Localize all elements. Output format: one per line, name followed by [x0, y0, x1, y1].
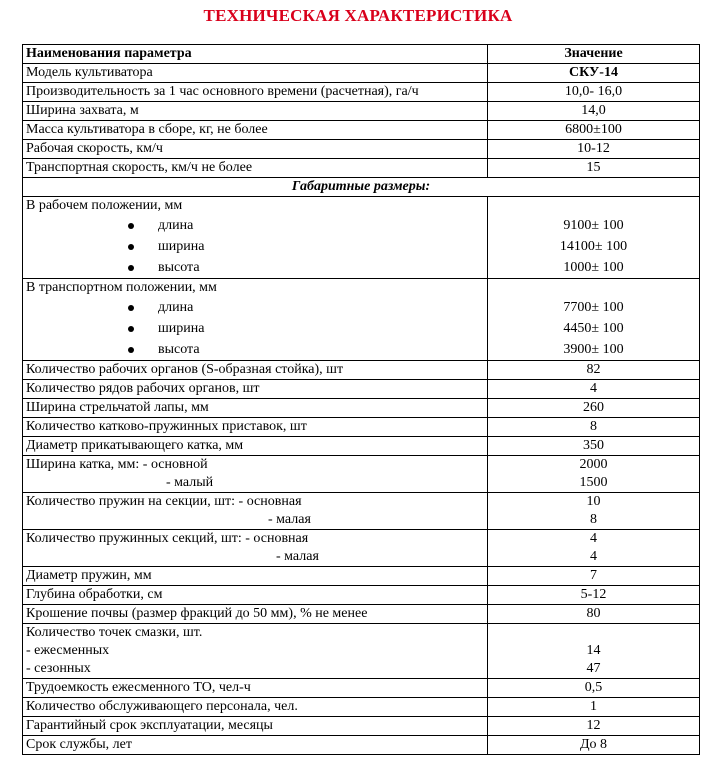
table-row — [23, 279, 700, 361]
list-item: ширина — [26, 318, 484, 339]
param-cell: Масса культиватора в сборе, кг, не более — [23, 121, 488, 140]
param-cell: Диаметр пружин, мм — [23, 567, 488, 586]
table-row — [23, 530, 700, 567]
dimension-value: 3900± 100 — [563, 342, 624, 357]
table-row — [23, 717, 700, 736]
dimension-value: 1000± 100 — [563, 260, 624, 275]
value-cell: 80 — [488, 605, 700, 624]
param-cell: Ширина захвата, м — [23, 102, 488, 121]
table-row — [23, 64, 700, 83]
value-cell: 7 — [488, 567, 700, 586]
value-cell: 4 — [488, 380, 700, 399]
table-row — [23, 624, 700, 679]
param-cell: Ширина катка, мм: - основной - малый — [23, 456, 488, 493]
dimension-value: 9100± 100 — [563, 218, 624, 233]
header-param: Наименования параметра — [23, 45, 488, 64]
value-cell — [488, 279, 700, 361]
value-cell: 0,5 — [488, 679, 700, 698]
bullet-icon — [128, 305, 134, 311]
param-cell: Количество пружинных секций, шт: - основная - малая — [23, 530, 488, 567]
table-row — [23, 361, 700, 380]
value-cell: 5-12 — [488, 586, 700, 605]
bullet-icon — [128, 347, 134, 353]
value-cell: 4 4 — [488, 530, 700, 567]
list-item: длина — [26, 297, 484, 318]
table-row — [23, 567, 700, 586]
table-row — [23, 83, 700, 102]
table-row — [23, 197, 700, 279]
table-row — [23, 380, 700, 399]
table-row — [23, 736, 700, 755]
value-cell: 260 — [488, 399, 700, 418]
param-cell: Крошение почвы (размер фракций до 50 мм), % не менее — [23, 605, 488, 624]
param-cell: Количество обслуживающего персонала, чел. — [23, 698, 488, 717]
table-row — [23, 140, 700, 159]
table-row — [23, 586, 700, 605]
header-value: Значение — [488, 45, 700, 64]
list-item: высота — [26, 257, 484, 278]
table-row — [23, 679, 700, 698]
value-cell: 14 47 — [488, 624, 700, 679]
param-cell: Количество точек смазки, шт. - ежесменных - сезонных — [23, 624, 488, 679]
table-row — [23, 437, 700, 456]
bullet-icon — [128, 265, 134, 271]
spec-table — [22, 44, 700, 755]
dimension-value: 14100± 100 — [559, 239, 628, 254]
value-cell: 8 — [488, 418, 700, 437]
value-cell: 10 8 — [488, 493, 700, 530]
list-item: ширина — [26, 236, 484, 257]
param-cell: Количество пружин на секции, шт: - основная - малая — [23, 493, 488, 530]
param-cell: Гарантийный срок эксплуатации, месяцы — [23, 717, 488, 736]
value-cell: 2000 1500 — [488, 456, 700, 493]
table-row — [23, 102, 700, 121]
value-cell: 15 — [488, 159, 700, 178]
section-heading: Габаритные размеры: — [23, 178, 700, 197]
table-header-row — [23, 45, 700, 64]
bullet-icon — [128, 326, 134, 332]
table-row — [23, 418, 700, 437]
param-cell: Производительность за 1 час основного времени (расчетная), га/ч — [23, 83, 488, 102]
value-cell: 350 — [488, 437, 700, 456]
param-cell: Глубина обработки, см — [23, 586, 488, 605]
bullet-icon — [128, 244, 134, 250]
param-cell — [23, 197, 488, 279]
param-cell: Рабочая скорость, км/ч — [23, 140, 488, 159]
list-item: высота — [26, 339, 484, 360]
list-item: длина — [26, 215, 484, 236]
value-cell: До 8 — [488, 736, 700, 755]
param-cell: Диаметр прикатывающего катка, мм — [23, 437, 488, 456]
value-cell: 10,0- 16,0 — [488, 83, 700, 102]
param-cell: Срок службы, лет — [23, 736, 488, 755]
page-title: ТЕХНИЧЕСКАЯ ХАРАКТЕРИСТИКА — [203, 6, 513, 25]
value-cell: 12 — [488, 717, 700, 736]
param-cell: Трудоемкость ежесменного ТО, чел-ч — [23, 679, 488, 698]
value-cell: 1 — [488, 698, 700, 717]
param-cell: Транспортная скорость, км/ч не более — [23, 159, 488, 178]
work-position-label: В рабочем положении, мм — [26, 198, 183, 213]
value-cell: 6800±100 — [488, 121, 700, 140]
dimension-value: 7700± 100 — [563, 300, 624, 315]
table-row — [23, 121, 700, 140]
dimension-value: 4450± 100 — [563, 321, 624, 336]
value-cell: 14,0 — [488, 102, 700, 121]
value-cell: 10-12 — [488, 140, 700, 159]
table-row — [23, 456, 700, 493]
table-row — [23, 399, 700, 418]
transport-position-label: В транспортном положении, мм — [26, 280, 217, 295]
value-cell: 82 — [488, 361, 700, 380]
bullet-icon — [128, 223, 134, 229]
param-cell: Модель культиватора — [23, 64, 488, 83]
value-cell: СКУ-14 — [488, 64, 700, 83]
value-cell — [488, 197, 700, 279]
section-row — [23, 178, 700, 197]
table-row — [23, 605, 700, 624]
param-cell: Количество катково-пружинных приставок, шт — [23, 418, 488, 437]
param-cell: Количество рабочих органов (S-образная стойка), шт — [23, 361, 488, 380]
table-row — [23, 698, 700, 717]
table-row — [23, 159, 700, 178]
param-cell — [23, 279, 488, 361]
table-row — [23, 493, 700, 530]
param-cell: Ширина стрельчатой лапы, мм — [23, 399, 488, 418]
param-cell: Количество рядов рабочих органов, шт — [23, 380, 488, 399]
